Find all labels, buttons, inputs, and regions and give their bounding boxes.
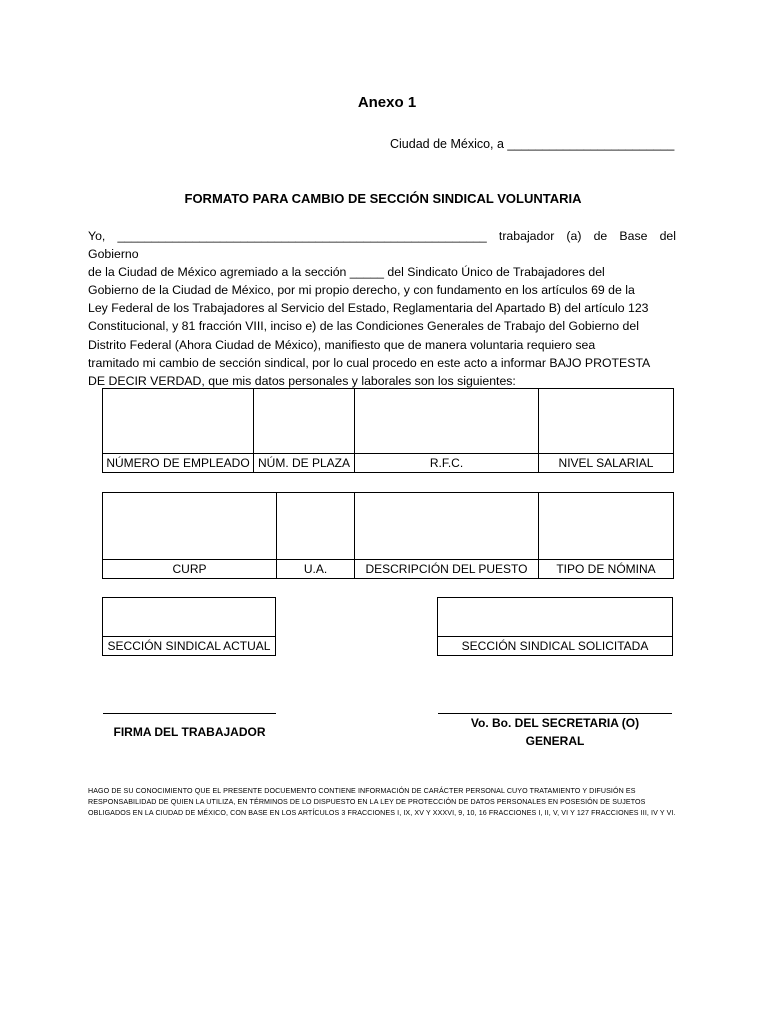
salary-level-label: NIVEL SALARIAL: [539, 454, 674, 473]
employee-data-table: [102, 388, 674, 473]
current-section-table: [102, 597, 276, 656]
position-number-label: NÚM. DE PLAZA: [254, 454, 355, 473]
curp-field[interactable]: [103, 493, 277, 560]
job-description-field[interactable]: [355, 493, 539, 560]
declaration-line: DE DECIR VERDAD, que mis datos personales y laborales son los siguientes:: [88, 373, 516, 388]
declaration-line: tramitado mi cambio de sección sindical, por lo cual procedo en este acto a informar BAJO PROTESTA: [88, 355, 651, 370]
current-section-field[interactable]: [103, 598, 276, 637]
declaration-line: Ley Federal de los Trabajadores al Servicio del Estado, Reglamentaria del Apartado B) del artículo 123: [88, 301, 649, 316]
date-line: Ciudad de México, a ________________________: [390, 137, 675, 151]
rfc-label: R.F.C.: [355, 454, 539, 473]
privacy-notice-line: OBLIGADOS EN LA CIUDAD DE MÉXICO, CON BASE EN LOS ARTÍCULOS 3 FRACCIONES I, IX, XV Y XXXVI, 9, 10, 16 FRACCIONES I, II, V, VI Y 127 FRACCIONES III, IV Y VI.: [88, 809, 676, 818]
ua-label: U.A.: [277, 560, 355, 579]
position-number-field[interactable]: [254, 389, 355, 454]
declaration-line: Constitucional, y 81 fracción VIII, inciso e) de las Condiciones Generales de Trabajo del Gobierno del: [88, 319, 639, 334]
job-description-label: DESCRIPCIÓN DEL PUESTO: [355, 560, 539, 579]
privacy-notice-line: HAGO DE SU CONOCIMIENTO QUE EL PRESENTE DOCUEMENTO CONTIENE INFORMACIÓN DE CARÁCTER PERSONAL CUYO TRATAMIENTO Y DIFUSIÓN ES: [88, 787, 636, 795]
worker-signature-line[interactable]: [103, 713, 276, 714]
privacy-notice: [88, 786, 676, 820]
declaration-line: Distrito Federal (Ahora Ciudad de México), manifiesto que de manera voluntaria requiero sea: [88, 337, 596, 352]
current-section-label: SECCIÓN SINDICAL ACTUAL: [103, 637, 276, 656]
rfc-field[interactable]: [355, 389, 539, 454]
document-title: Anexo 1: [357, 94, 417, 111]
declaration-line: Yo, ______________________________________________________ trabajador (a) de Base del Gobierno: [88, 229, 676, 262]
employee-number-label: NÚMERO DE EMPLEADO: [103, 454, 254, 473]
declaration-line: Gobierno de la Ciudad de México, por mi propio derecho, y con fundamento en los artículos 69 de la: [88, 283, 635, 298]
salary-level-field[interactable]: [539, 389, 674, 454]
position-data-table: [102, 492, 674, 579]
payroll-type-field[interactable]: [539, 493, 674, 560]
declaration-text: [88, 227, 676, 390]
payroll-type-label: TIPO DE NÓMINA: [539, 560, 674, 579]
curp-label: CURP: [103, 560, 277, 579]
ua-field[interactable]: [277, 493, 355, 560]
requested-section-table: [437, 597, 673, 656]
secretary-signature-label-line2: GENERAL: [525, 734, 585, 748]
requested-section-field[interactable]: [438, 598, 673, 637]
privacy-notice-line: RESPONSABILIDAD DE QUIEN LA UTILIZA, EN TÉRMINOS DE LO DISPUESTO EN LA LEY DE PROTECCIÓN DE DATOS PERSONALES EN POSESIÓN DE SUJETOS: [88, 798, 646, 807]
secretary-signature-label: [438, 714, 672, 750]
employee-number-field[interactable]: [103, 389, 254, 454]
secretary-signature-label-line1: Vo. Bo. DEL SECRETARIA (O): [470, 716, 640, 730]
declaration-line: de la Ciudad de México agremiado a la sección _____ del Sindicato Único de Trabajadores del: [88, 265, 605, 280]
requested-section-label: SECCIÓN SINDICAL SOLICITADA: [438, 637, 673, 656]
form-heading: FORMATO PARA CAMBIO DE SECCIÓN SINDICAL VOLUNTARIA: [184, 191, 582, 206]
worker-signature-label: FIRMA DEL TRABAJADOR: [113, 725, 266, 739]
